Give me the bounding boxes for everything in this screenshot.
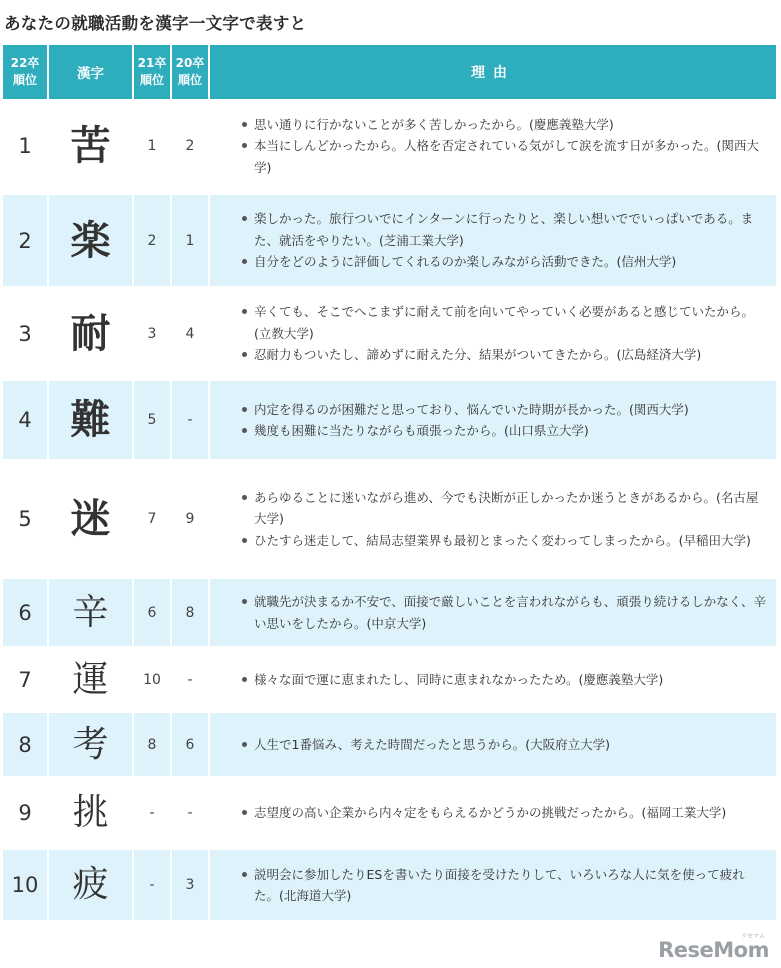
rank-21-cell: 3 bbox=[134, 288, 172, 381]
reason-cell bbox=[210, 579, 776, 648]
reason-cell bbox=[210, 850, 776, 922]
kanji-character: 難 bbox=[70, 396, 111, 443]
rank-21-cell: 10 bbox=[134, 648, 172, 713]
rank-22-cell: 3 bbox=[3, 288, 49, 381]
reason-list bbox=[210, 802, 766, 824]
rank-22-cell: 2 bbox=[3, 195, 49, 288]
reason-cell bbox=[210, 713, 776, 778]
rank-21-cell: 8 bbox=[134, 713, 172, 778]
ranking-table bbox=[3, 45, 776, 922]
kanji-character: 迷 bbox=[70, 495, 111, 542]
reason-list bbox=[210, 487, 766, 552]
reason-item: 就職先が決まるか不安で、面接で厳しいことを言われながらも、頑張り続けるしかなく、辛い思いをしたから。(中京大学) bbox=[254, 591, 766, 634]
reason-item: 忍耐力もついたし、諦めずに耐えた分、結果がついてきたから。(広島経済大学) bbox=[254, 344, 766, 366]
kanji-character: 疲 bbox=[72, 864, 109, 905]
resemom-logo bbox=[658, 933, 769, 962]
table-row bbox=[3, 648, 776, 713]
reason-item: 内定を得るのが困難だと思っており、悩んでいた時期が長かった。(関西大学) bbox=[254, 399, 766, 421]
reason-item: あらゆることに迷いながら進め、今でも決断が正しかったか迷うときがあるから。(名古屋大学) bbox=[254, 487, 766, 530]
reason-item: 思い通りに行かないことが多く苦しかったから。(慶應義塾大学) bbox=[254, 114, 766, 136]
header-rank-22-line2: 順位 bbox=[12, 73, 37, 87]
rank-22-cell: 1 bbox=[3, 99, 49, 195]
header-kanji: 漢字 bbox=[49, 45, 134, 99]
rank-20-cell: 2 bbox=[172, 99, 210, 195]
header-rank-20-line1: 20卒 bbox=[175, 56, 205, 70]
kanji-character: 耐 bbox=[70, 309, 111, 357]
rank-21-cell: 2 bbox=[134, 195, 172, 288]
table-row bbox=[3, 288, 776, 381]
kanji-cell bbox=[49, 850, 134, 922]
reason-list bbox=[210, 399, 766, 442]
reason-item: 自分をどのように評価してくれるのか楽しみながら活動できた。(信州大学) bbox=[254, 251, 766, 273]
kanji-character: 考 bbox=[72, 723, 109, 765]
rank-22-cell: 6 bbox=[3, 579, 49, 648]
rank-22-cell: 8 bbox=[3, 713, 49, 778]
rank-20-cell: - bbox=[172, 648, 210, 713]
rank-21-cell: - bbox=[134, 778, 172, 850]
table-row bbox=[3, 195, 776, 288]
rank-20-cell: 3 bbox=[172, 850, 210, 922]
kanji-cell bbox=[49, 288, 134, 381]
kanji-character: 苦 bbox=[70, 122, 111, 169]
reason-item: 本当にしんどかったから。人格を否定されている気がして涙を流す日が多かった。(関西大学) bbox=[254, 135, 766, 178]
header-rank-20-line2: 順位 bbox=[177, 73, 202, 87]
kanji-cell bbox=[49, 461, 134, 579]
reason-item: 様々な面で運に恵まれたし、同時に恵まれなかったため。(慶應義塾大学) bbox=[254, 669, 766, 691]
rank-21-cell: - bbox=[134, 850, 172, 922]
header-reason: 理由 bbox=[210, 45, 776, 99]
rank-20-cell: - bbox=[172, 381, 210, 461]
header-rank-21-line1: 21卒 bbox=[137, 56, 167, 70]
header-rank-21 bbox=[134, 45, 172, 99]
rank-20-cell: 4 bbox=[172, 288, 210, 381]
reason-list bbox=[210, 669, 766, 691]
header-rank-22-line1: 22卒 bbox=[10, 56, 40, 70]
kanji-character: 運 bbox=[72, 658, 109, 700]
reason-list bbox=[210, 591, 766, 634]
rank-22-cell: 7 bbox=[3, 648, 49, 713]
table-row bbox=[3, 461, 776, 579]
table-row bbox=[3, 579, 776, 648]
reason-item: 幾度も困難に当たりながらも頑張ったから。(山口県立大学) bbox=[254, 420, 766, 442]
table-row bbox=[3, 778, 776, 850]
logo-text: ReseMom bbox=[658, 938, 769, 962]
rank-22-cell: 10 bbox=[3, 850, 49, 922]
reason-item: 志望度の高い企業から内々定をもらえるかどうかの挑戦だったから。(福岡工業大学) bbox=[254, 802, 766, 824]
kanji-cell bbox=[49, 648, 134, 713]
reason-item: 楽しかった。旅行ついでにインターンに行ったりと、楽しい想いででいっぱいである。また、就活をやりたい。(芝浦工業大学) bbox=[254, 208, 766, 251]
logo-ruby: リセマム bbox=[741, 933, 765, 940]
kanji-cell bbox=[49, 713, 134, 778]
reason-cell bbox=[210, 288, 776, 381]
header-rank-22 bbox=[3, 45, 49, 99]
reason-list bbox=[210, 208, 766, 273]
rank-21-cell: 7 bbox=[134, 461, 172, 579]
header-rank-21-line2: 順位 bbox=[139, 73, 164, 87]
page-title: あなたの就職活動を漢字一文字で表すと bbox=[4, 14, 307, 33]
kanji-cell bbox=[49, 778, 134, 850]
reason-list bbox=[210, 301, 766, 366]
reason-cell bbox=[210, 195, 776, 288]
reason-cell bbox=[210, 381, 776, 461]
rank-20-cell: 6 bbox=[172, 713, 210, 778]
reason-list bbox=[210, 864, 766, 907]
table-row bbox=[3, 99, 776, 195]
kanji-cell bbox=[49, 99, 134, 195]
rank-20-cell: - bbox=[172, 778, 210, 850]
reason-cell bbox=[210, 99, 776, 195]
reason-cell bbox=[210, 461, 776, 579]
rank-22-cell: 9 bbox=[3, 778, 49, 850]
reason-list bbox=[210, 114, 766, 179]
reason-item: 説明会に参加したりESを書いたり面接を受けたりして、いろいろな人に気を使って疲れた。(北海道大学) bbox=[254, 864, 766, 907]
rank-21-cell: 5 bbox=[134, 381, 172, 461]
reason-item: 辛くても、そこでへこまずに耐えて前を向いてやっていく必要があると感じていたから。(立教大学) bbox=[254, 301, 766, 344]
reason-cell bbox=[210, 778, 776, 850]
table-row bbox=[3, 713, 776, 778]
reason-item: ひたすら迷走して、結局志望業界も最初とまったく変わってしまったから。(早稲田大学) bbox=[254, 530, 766, 552]
header-rank-20 bbox=[172, 45, 210, 99]
reason-list bbox=[210, 734, 766, 756]
rank-20-cell: 8 bbox=[172, 579, 210, 648]
rank-22-cell: 4 bbox=[3, 381, 49, 461]
table-row bbox=[3, 850, 776, 922]
rank-22-cell: 5 bbox=[3, 461, 49, 579]
rank-21-cell: 1 bbox=[134, 99, 172, 195]
kanji-cell bbox=[49, 195, 134, 288]
kanji-cell bbox=[49, 381, 134, 461]
kanji-character: 辛 bbox=[72, 591, 109, 633]
kanji-character: 楽 bbox=[70, 216, 111, 264]
reason-item: 人生で1番悩み、考えた時間だったと思うから。(大阪府立大学) bbox=[254, 734, 766, 756]
reason-cell bbox=[210, 648, 776, 713]
kanji-character: 挑 bbox=[72, 792, 109, 833]
kanji-cell bbox=[49, 579, 134, 648]
table-row bbox=[3, 381, 776, 461]
rank-20-cell: 1 bbox=[172, 195, 210, 288]
table-header-row bbox=[3, 45, 776, 99]
rank-21-cell: 6 bbox=[134, 579, 172, 648]
rank-20-cell: 9 bbox=[172, 461, 210, 579]
